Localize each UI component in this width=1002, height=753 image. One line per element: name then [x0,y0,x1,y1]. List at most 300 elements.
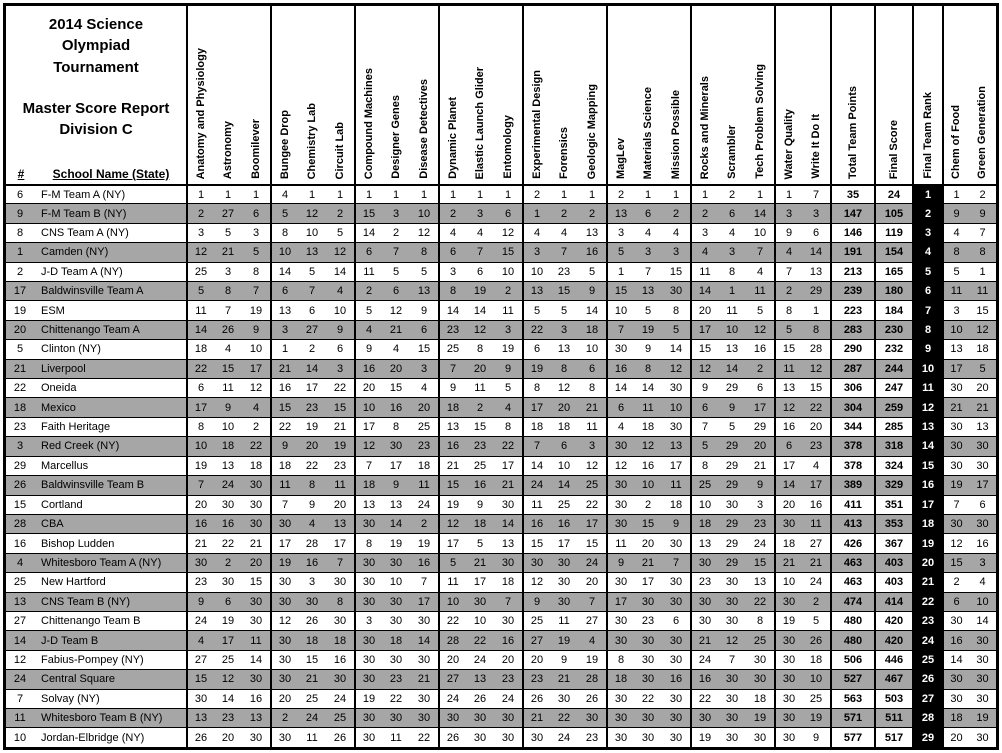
event-score-cell: 23 [550,262,578,281]
event-score-cell: 7 [242,281,270,300]
event-score-cell: 9 [438,378,466,397]
team-number-cell: 12 [6,650,34,669]
event-score-cell: 8 [438,281,466,300]
event-score-cell: 17 [438,533,466,552]
total-points-cell: 577 [830,727,874,746]
event-score-cell: 17 [382,456,410,475]
event-score-cell: 30 [718,611,746,630]
school-name-cell: Red Creek (NY) [34,436,186,455]
event-score-cell: 30 [774,689,802,708]
event-score-cell: 30 [746,650,774,669]
event-score-cell: 10 [522,262,550,281]
event-score-cell: 14 [242,650,270,669]
event-score-cell: 5 [662,320,690,339]
event-score-cell: 2 [326,203,354,222]
team-row [6,223,996,242]
event-score-cell: 3 [746,495,774,514]
total-points-cell: 389 [830,475,874,494]
final-rank-cell: 14 [912,436,942,455]
event-score-cell: 1 [214,184,242,203]
rotated-header-label: Chemistry Lab [305,102,318,179]
event-score-cell: 4 [606,417,634,436]
event-score-cell: 19 [326,436,354,455]
event-score-cell: 12 [690,359,718,378]
event-score-cell: 1 [550,184,578,203]
event-score-cell: 16 [606,359,634,378]
event-score-cell: 7 [326,553,354,572]
school-name-cell: CNS Team A (NY) [34,223,186,242]
school-name-cell: Camden (NY) [34,242,186,261]
event-column-header [466,6,494,184]
event-score-cell: 18 [606,669,634,688]
event-score-cell: 7 [662,553,690,572]
event-score-cell: 21 [438,456,466,475]
event-score-cell: 14 [522,456,550,475]
event-score-cell: 30 [466,592,494,611]
event-score-cell: 5 [606,242,634,261]
team-number-cell: 6 [6,184,34,203]
school-name-cell: Cortland [34,495,186,514]
final-score-cell: 403 [874,572,912,591]
event-score-cell: 4 [242,397,270,416]
event-score-cell: 8 [522,378,550,397]
event-score-cell: 30 [774,592,802,611]
event-score-cell: 17 [354,417,382,436]
event-score-cell: 30 [354,630,382,649]
event-score-cell: 1 [438,184,466,203]
event-score-cell: 24 [578,553,606,572]
event-score-cell: 30 [662,378,690,397]
event-score-cell: 16 [774,417,802,436]
event-score-cell: 28 [578,669,606,688]
event-score-cell: 30 [550,572,578,591]
final-score-cell: 467 [874,669,912,688]
team-number-cell: 18 [6,397,34,416]
event-score-cell: 21 [214,242,242,261]
final-score-cell: 420 [874,630,912,649]
final-score-cell: 105 [874,203,912,222]
school-name-cell: Faith Heritage [34,417,186,436]
final-rank-cell: 25 [912,650,942,669]
event-score-cell: 26 [578,689,606,708]
event-score-cell: 30 [718,727,746,746]
event-score-cell: 3 [662,242,690,261]
trial-score-cell: 30 [969,669,996,688]
event-score-cell: 30 [662,689,690,708]
event-score-cell: 22 [410,727,438,746]
trial-event-column-header [969,6,996,184]
event-score-cell: 4 [494,397,522,416]
event-score-cell: 25 [410,417,438,436]
event-score-cell: 30 [662,708,690,727]
event-score-cell: 12 [270,611,298,630]
final-score-cell: 165 [874,262,912,281]
event-score-cell: 3 [186,223,214,242]
team-number-cell: 1 [6,242,34,261]
event-score-cell: 10 [494,262,522,281]
event-score-cell: 30 [270,669,298,688]
event-score-cell: 10 [578,339,606,358]
event-score-cell: 17 [242,359,270,378]
event-score-cell: 23 [382,669,410,688]
final-rank-cell: 29 [912,727,942,746]
school-name-cell: Whitesboro Team B (NY) [34,708,186,727]
event-score-cell: 1 [186,184,214,203]
event-score-cell: 25 [186,262,214,281]
final-rank-cell: 1 [912,184,942,203]
event-score-cell: 30 [410,650,438,669]
event-score-cell: 27 [438,669,466,688]
team-number-column-header: # [17,167,25,181]
event-score-cell: 29 [718,456,746,475]
event-score-cell: 20 [746,436,774,455]
event-score-cell: 9 [186,592,214,611]
event-score-cell: 11 [606,533,634,552]
total-points-cell: 287 [830,359,874,378]
event-score-cell: 6 [802,223,830,242]
event-score-cell: 22 [578,495,606,514]
event-score-cell: 15 [214,359,242,378]
event-score-cell: 23 [494,669,522,688]
rotated-header-label: Green Generation [976,86,988,179]
event-score-cell: 9 [326,320,354,339]
event-score-cell: 12 [214,669,242,688]
event-score-cell: 30 [354,572,382,591]
event-column-header [438,6,466,184]
event-score-cell: 14 [578,300,606,319]
total-points-cell: 290 [830,339,874,358]
event-score-cell: 18 [802,650,830,669]
event-score-cell: 1 [522,203,550,222]
team-row [6,320,996,339]
event-score-cell: 29 [718,436,746,455]
event-score-cell: 16 [466,475,494,494]
event-score-cell: 17 [746,397,774,416]
event-score-cell: 20 [410,397,438,416]
event-score-cell: 3 [606,223,634,242]
event-score-cell: 30 [270,650,298,669]
event-score-cell: 22 [298,456,326,475]
event-score-cell: 30 [662,281,690,300]
event-score-cell: 28 [802,339,830,358]
trial-score-cell: 30 [969,727,996,746]
event-score-cell: 11 [410,475,438,494]
rotated-header-label: Experimental Design [530,70,543,179]
event-column-header [270,6,298,184]
final-rank-cell: 7 [912,300,942,319]
event-score-cell: 8 [410,242,438,261]
subtitle-line-2: Division C [59,121,133,139]
rotated-header-label: Entomology [501,115,514,179]
event-score-cell: 5 [466,533,494,552]
event-score-cell: 23 [466,436,494,455]
final-score-cell: 446 [874,650,912,669]
event-score-cell: 7 [578,592,606,611]
event-score-cell: 30 [550,689,578,708]
event-score-cell: 12 [802,359,830,378]
event-score-cell: 23 [522,669,550,688]
team-row [6,533,996,552]
team-number-cell: 5 [6,339,34,358]
trial-score-cell: 11 [969,281,996,300]
trial-score-cell: 15 [969,300,996,319]
event-score-cell: 30 [606,495,634,514]
final-score-cell: 232 [874,339,912,358]
final-rank-cell: 17 [912,495,942,514]
trial-score-cell: 4 [942,223,969,242]
trial-score-cell: 30 [969,689,996,708]
event-score-cell: 5 [438,553,466,572]
event-score-cell: 8 [382,417,410,436]
event-score-cell: 8 [662,300,690,319]
event-score-cell: 7 [606,320,634,339]
event-score-cell: 20 [298,436,326,455]
event-score-cell: 15 [550,281,578,300]
team-number-cell: 23 [6,417,34,436]
final-score-cell: 24 [874,184,912,203]
event-score-cell: 21 [410,669,438,688]
trial-score-cell: 5 [969,359,996,378]
event-score-cell: 13 [214,456,242,475]
event-column-header [690,6,718,184]
event-score-cell: 17 [690,320,718,339]
event-score-cell: 6 [634,203,662,222]
report-subtitle [23,98,170,141]
event-score-cell: 10 [186,436,214,455]
event-score-cell: 3 [438,262,466,281]
event-score-cell: 7 [718,650,746,669]
event-score-cell: 1 [718,281,746,300]
final-score-column-header [874,6,912,184]
event-score-cell: 5 [214,223,242,242]
event-score-cell: 5 [746,300,774,319]
event-score-cell: 17 [410,592,438,611]
school-name-cell: CNS Team B (NY) [34,592,186,611]
school-name-cell: CBA [34,514,186,533]
event-score-cell: 19 [242,300,270,319]
event-score-cell: 21 [578,397,606,416]
event-score-cell: 23 [690,572,718,591]
team-row [6,300,996,319]
event-score-cell: 30 [382,708,410,727]
event-score-cell: 6 [466,262,494,281]
event-score-cell: 8 [606,650,634,669]
team-number-cell: 14 [6,630,34,649]
event-score-cell: 23 [326,456,354,475]
event-score-cell: 20 [382,359,410,378]
team-number-cell: 28 [6,514,34,533]
event-score-cell: 13 [774,378,802,397]
school-name-cell: Fabius-Pompey (NY) [34,650,186,669]
final-rank-cell: 2 [912,203,942,222]
trial-score-cell: 17 [942,359,969,378]
event-score-cell: 6 [326,339,354,358]
event-score-cell: 30 [214,572,242,591]
event-score-cell: 4 [690,242,718,261]
event-score-cell: 3 [550,320,578,339]
team-row [6,630,996,649]
event-score-cell: 6 [578,359,606,378]
event-score-cell: 17 [550,533,578,552]
event-score-cell: 13 [802,262,830,281]
event-score-cell: 30 [494,708,522,727]
total-points-cell: 506 [830,650,874,669]
school-name-cell: Solvay (NY) [34,689,186,708]
school-name-cell: Baldwinsville Team A [34,281,186,300]
event-score-cell: 2 [606,184,634,203]
event-score-cell: 30 [718,592,746,611]
event-score-cell: 22 [242,436,270,455]
event-score-cell: 1 [466,184,494,203]
event-score-cell: 18 [410,456,438,475]
event-score-cell: 12 [718,630,746,649]
final-rank-cell: 28 [912,708,942,727]
event-score-cell: 15 [382,378,410,397]
event-score-cell: 30 [354,553,382,572]
school-name-cell: Oneida [34,378,186,397]
event-score-cell: 9 [270,436,298,455]
event-score-cell: 9 [242,320,270,339]
event-score-cell: 3 [522,242,550,261]
event-score-cell: 10 [802,669,830,688]
event-score-cell: 30 [634,669,662,688]
event-score-cell: 3 [298,572,326,591]
event-score-cell: 30 [606,689,634,708]
title-line-1: 2014 Science [48,16,144,33]
event-score-cell: 15 [326,397,354,416]
event-score-cell: 30 [242,592,270,611]
event-score-cell: 21 [494,475,522,494]
school-name-cell: F-M Team B (NY) [34,203,186,222]
event-score-cell: 22 [522,320,550,339]
event-score-cell: 25 [550,495,578,514]
event-score-cell: 24 [214,475,242,494]
event-column-header [634,6,662,184]
event-score-cell: 10 [774,572,802,591]
rotated-header-label: Mission Possible [669,89,682,179]
event-score-cell: 9 [690,378,718,397]
event-score-cell: 7 [466,242,494,261]
team-number-cell: 10 [6,727,34,746]
event-score-cell: 4 [718,223,746,242]
event-score-cell: 26 [214,320,242,339]
event-score-cell: 3 [634,242,662,261]
event-score-cell: 18 [326,630,354,649]
team-number-cell: 25 [6,572,34,591]
event-score-cell: 15 [802,378,830,397]
rotated-header-label: Forensics [557,127,570,179]
event-score-cell: 30 [606,436,634,455]
event-score-cell: 30 [662,650,690,669]
team-row [6,650,996,669]
event-score-cell: 2 [802,592,830,611]
event-score-cell: 11 [298,727,326,746]
final-score-cell: 259 [874,397,912,416]
event-score-cell: 20 [326,495,354,514]
trial-score-cell: 14 [969,611,996,630]
trial-score-cell: 8 [969,242,996,261]
event-score-cell: 30 [354,650,382,669]
trial-score-cell: 30 [969,436,996,455]
final-rank-cell: 9 [912,339,942,358]
event-score-cell: 30 [634,630,662,649]
event-score-cell: 16 [354,359,382,378]
total-points-cell: 283 [830,320,874,339]
event-column-header [774,6,802,184]
event-score-cell: 9 [746,475,774,494]
event-score-cell: 10 [382,572,410,591]
rotated-header-label: Bungee Drop [278,109,291,179]
event-score-cell: 30 [550,592,578,611]
team-row [6,378,996,397]
event-score-cell: 4 [410,378,438,397]
event-score-cell: 19 [578,650,606,669]
event-score-cell: 27 [578,611,606,630]
event-score-cell: 16 [270,378,298,397]
total-points-cell: 413 [830,514,874,533]
event-score-cell: 1 [746,184,774,203]
event-score-cell: 19 [382,533,410,552]
rotated-header-label: Total Team Points [846,85,859,179]
event-score-cell: 9 [774,223,802,242]
event-score-cell: 9 [410,300,438,319]
event-score-cell: 27 [298,320,326,339]
event-score-cell: 5 [410,262,438,281]
final-score-cell: 230 [874,320,912,339]
total-points-cell: 480 [830,630,874,649]
total-points-cell: 304 [830,397,874,416]
event-score-cell: 30 [690,708,718,727]
final-rank-cell: 20 [912,553,942,572]
event-score-cell: 30 [242,727,270,746]
event-score-cell: 26 [466,689,494,708]
event-score-cell: 22 [634,689,662,708]
final-score-cell: 420 [874,611,912,630]
event-score-cell: 30 [410,689,438,708]
team-row [6,592,996,611]
event-score-cell: 9 [354,339,382,358]
total-points-cell: 411 [830,495,874,514]
event-score-cell: 5 [186,281,214,300]
event-score-cell: 30 [774,708,802,727]
trial-score-cell: 6 [942,592,969,611]
event-score-cell: 13 [662,436,690,455]
total-points-cell: 378 [830,436,874,455]
event-score-cell: 8 [690,456,718,475]
event-score-cell: 30 [354,708,382,727]
trial-score-cell: 7 [942,495,969,514]
event-score-cell: 30 [298,592,326,611]
event-score-cell: 4 [746,262,774,281]
event-score-cell: 13 [634,281,662,300]
event-score-cell: 30 [242,669,270,688]
event-score-cell: 2 [494,281,522,300]
event-score-cell: 5 [494,378,522,397]
team-number-cell: 4 [6,553,34,572]
trial-score-cell: 9 [942,203,969,222]
event-score-cell: 28 [438,630,466,649]
trial-score-cell: 3 [969,553,996,572]
event-score-cell: 17 [270,533,298,552]
event-score-cell: 14 [802,242,830,261]
event-score-cell: 16 [186,514,214,533]
team-number-cell: 2 [6,262,34,281]
final-rank-cell: 22 [912,592,942,611]
event-score-cell: 8 [326,592,354,611]
event-score-cell: 11 [214,378,242,397]
trial-score-cell: 30 [969,456,996,475]
event-score-cell: 3 [354,611,382,630]
